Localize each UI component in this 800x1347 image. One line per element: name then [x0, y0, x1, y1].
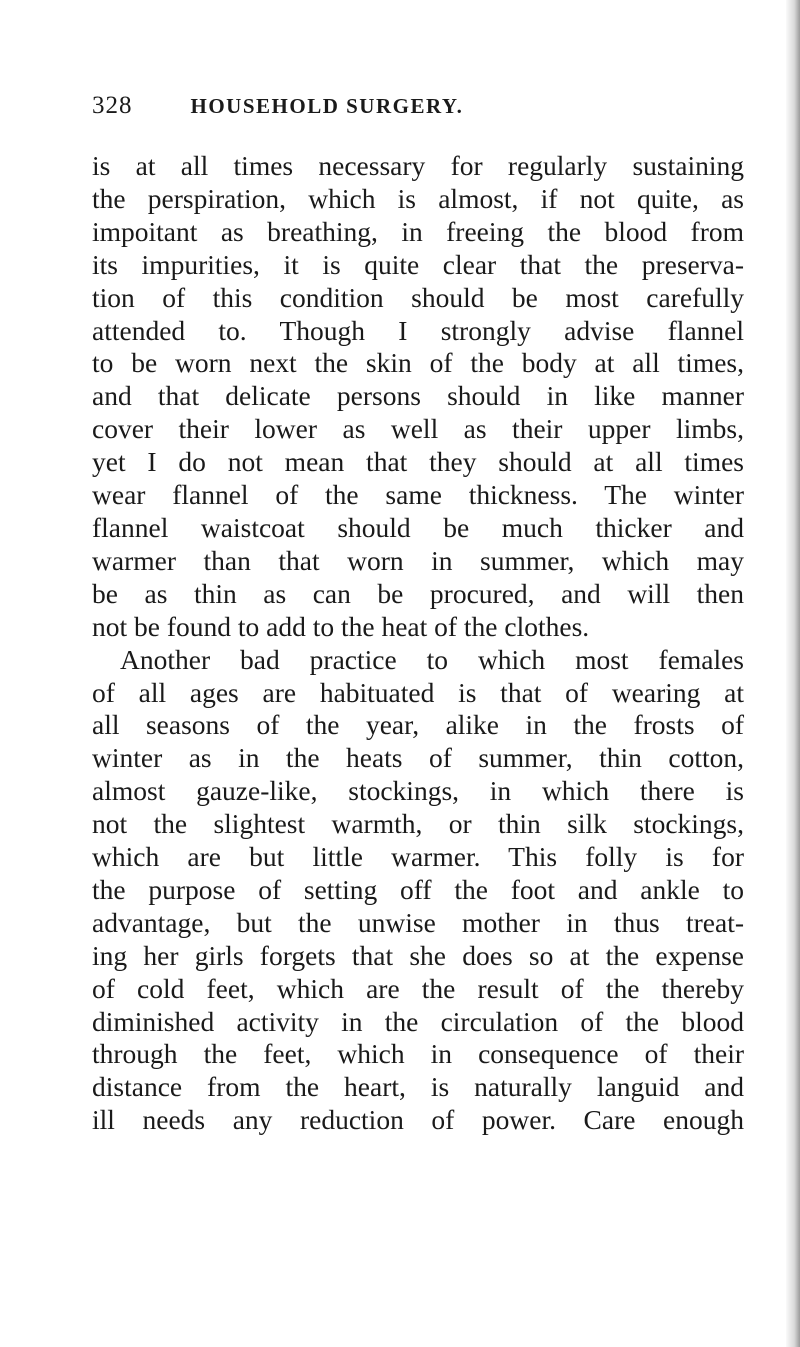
text-line: impoitant as breathing, in freeing the blood from — [92, 215, 744, 247]
text-line: the perspiration, which is almost, if not quite, as — [92, 182, 744, 214]
text-line: ill needs any reduction of power. Care enough — [92, 1104, 744, 1136]
page-edge-shadow — [786, 0, 800, 1347]
body-text — [92, 150, 744, 1137]
text-line: tion of this condition should be most carefully — [92, 281, 744, 313]
text-line: and that delicate persons should in like manner — [92, 380, 744, 412]
text-line: warmer than that worn in summer, which may — [92, 544, 744, 576]
text-line: not be found to add to the heat of the clothes. — [92, 610, 590, 642]
text-line: through the feet, which in consequence of their — [92, 1038, 744, 1070]
running-header — [92, 92, 740, 120]
text-line: winter as in the heats of summer, thin cotton, — [92, 742, 744, 774]
text-line: is at all times necessary for regularly sustaining — [92, 150, 744, 181]
text-line: of cold feet, which are the result of the thereby — [92, 972, 744, 1004]
text-line: all seasons of the year, alike in the frosts of — [92, 709, 744, 741]
text-line: Another bad practice to which most females — [120, 643, 744, 675]
text-line: almost gauze-like, stockings, in which there is — [92, 775, 744, 807]
page-number: 328 — [92, 92, 133, 119]
text-line: wear flannel of the same thickness. The winter — [92, 479, 744, 511]
text-line: diminished activity in the circulation of the blood — [92, 1005, 744, 1037]
text-line: advantage, but the unwise mother in thus treat- — [92, 906, 744, 938]
text-line: of all ages are habituated is that of wearing at — [92, 676, 744, 708]
text-line: be as thin as can be procured, and will then — [92, 577, 744, 609]
text-line: cover their lower as well as their upper limbs, — [92, 413, 744, 445]
text-line: which are but little warmer. This folly is for — [92, 841, 744, 873]
text-line: flannel waistcoat should be much thicker and — [92, 511, 744, 543]
text-line: yet I do not mean that they should at all times — [92, 446, 744, 478]
text-line: distance from the heart, is naturally languid and — [92, 1071, 744, 1103]
text-line: ing her girls forgets that she does so at the expense — [92, 939, 744, 971]
text-line: to be worn next the skin of the body at all times, — [92, 347, 744, 379]
text-line: the purpose of setting off the foot and ankle to — [92, 873, 744, 905]
text-line: not the slightest warmth, or thin silk stockings, — [92, 808, 744, 840]
text-line: its impurities, it is quite clear that the preserva- — [92, 248, 744, 280]
running-title: HOUSEHOLD SURGERY. — [190, 94, 464, 118]
text-line: attended to. Though I strongly advise flannel — [92, 314, 744, 346]
